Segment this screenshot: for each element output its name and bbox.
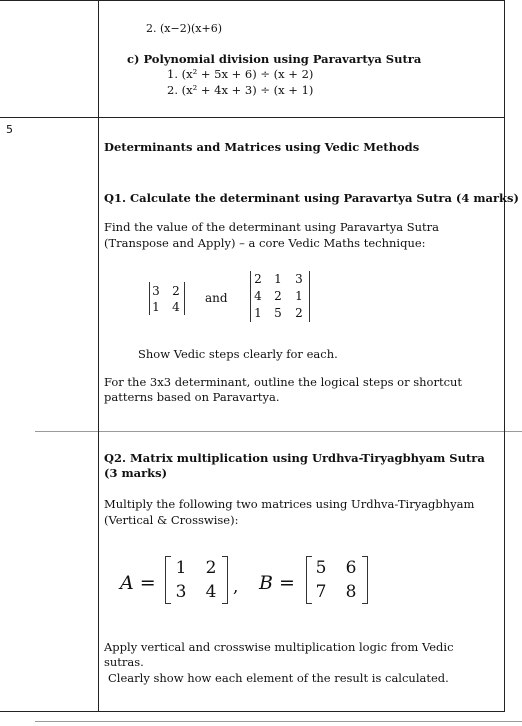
matrix-b-cell: 8 [345,582,357,602]
q-divider [35,431,522,432]
matrix-a-cell: 1 [175,558,187,578]
division-item-2: 2. (x² + 4x + 3) ÷ (x + 1) [167,83,314,97]
q2-title: Q2. Matrix multiplication using Urdhva-Tiryagbhyam Sutra (3 marks) [104,451,485,480]
det3-cell: 1 [295,289,303,303]
item-2: 2. (x−2)(x+6) [146,22,222,35]
matrix-b-cell: 5 [315,558,327,578]
and-word: and [205,291,228,305]
matrix-b-label: B = [259,572,295,594]
matrix-a-cell: 3 [175,582,187,602]
det2-cell: 4 [172,300,180,314]
col-divider [98,0,99,712]
section-c-title: c) Polynomial division using Paravartya Sutra [127,52,422,66]
q1-title: Q1. Calculate the determinant using Paravartya Sutra (4 marks) [104,191,519,205]
table-border-right [504,0,505,712]
row-divider [0,117,505,118]
q2-instruction: Multiply the following two matrices using Urdhva-Tiryagbhyam (Vertical & Crosswise): [104,497,475,527]
det3-cell: 2 [274,289,282,303]
det3-cell: 1 [254,306,262,320]
det3-cell: 5 [274,306,282,320]
matrix-a-label: A = [120,572,156,594]
det2-cell: 3 [152,284,160,298]
q2-apply-note: Apply vertical and crosswise multiplication logic from Vedic sutras. [104,640,454,669]
q2-show-note: Clearly show how each element of the result is calculated. [108,671,449,685]
matrix-b-cell: 7 [315,582,327,602]
q1-steps-note: Show Vedic steps clearly for each. [138,347,338,361]
det3-cell: 4 [254,289,262,303]
det2-cell: 2 [172,284,180,298]
det3-cell: 2 [295,306,303,320]
row-number: 5 [6,123,13,136]
table-border-top [0,0,505,1]
matrix-b-cell: 6 [345,558,357,578]
det2-cell: 1 [152,300,160,314]
q1-outline-note: For the 3x3 determinant, outline the logical steps or shortcut patterns based on Paravartya. [104,375,463,404]
matrix-a-cell: 4 [205,582,217,602]
det3-cell: 3 [295,272,303,286]
det3-cell: 1 [274,272,282,286]
matrix-separator: , [233,577,239,597]
division-item-1: 1. (x² + 5x + 6) ÷ (x + 2) [167,67,314,81]
section-heading: Determinants and Matrices using Vedic Methods [104,140,420,154]
matrix-a-cell: 2 [205,558,217,578]
q1-instruction: Find the value of the determinant using Paravartya Sutra (Transpose and Apply) – a core Vedic Maths technique: [104,220,439,250]
q-divider-bottom [35,721,522,722]
table-border-bottom [0,711,505,712]
det3-cell: 2 [254,272,262,286]
